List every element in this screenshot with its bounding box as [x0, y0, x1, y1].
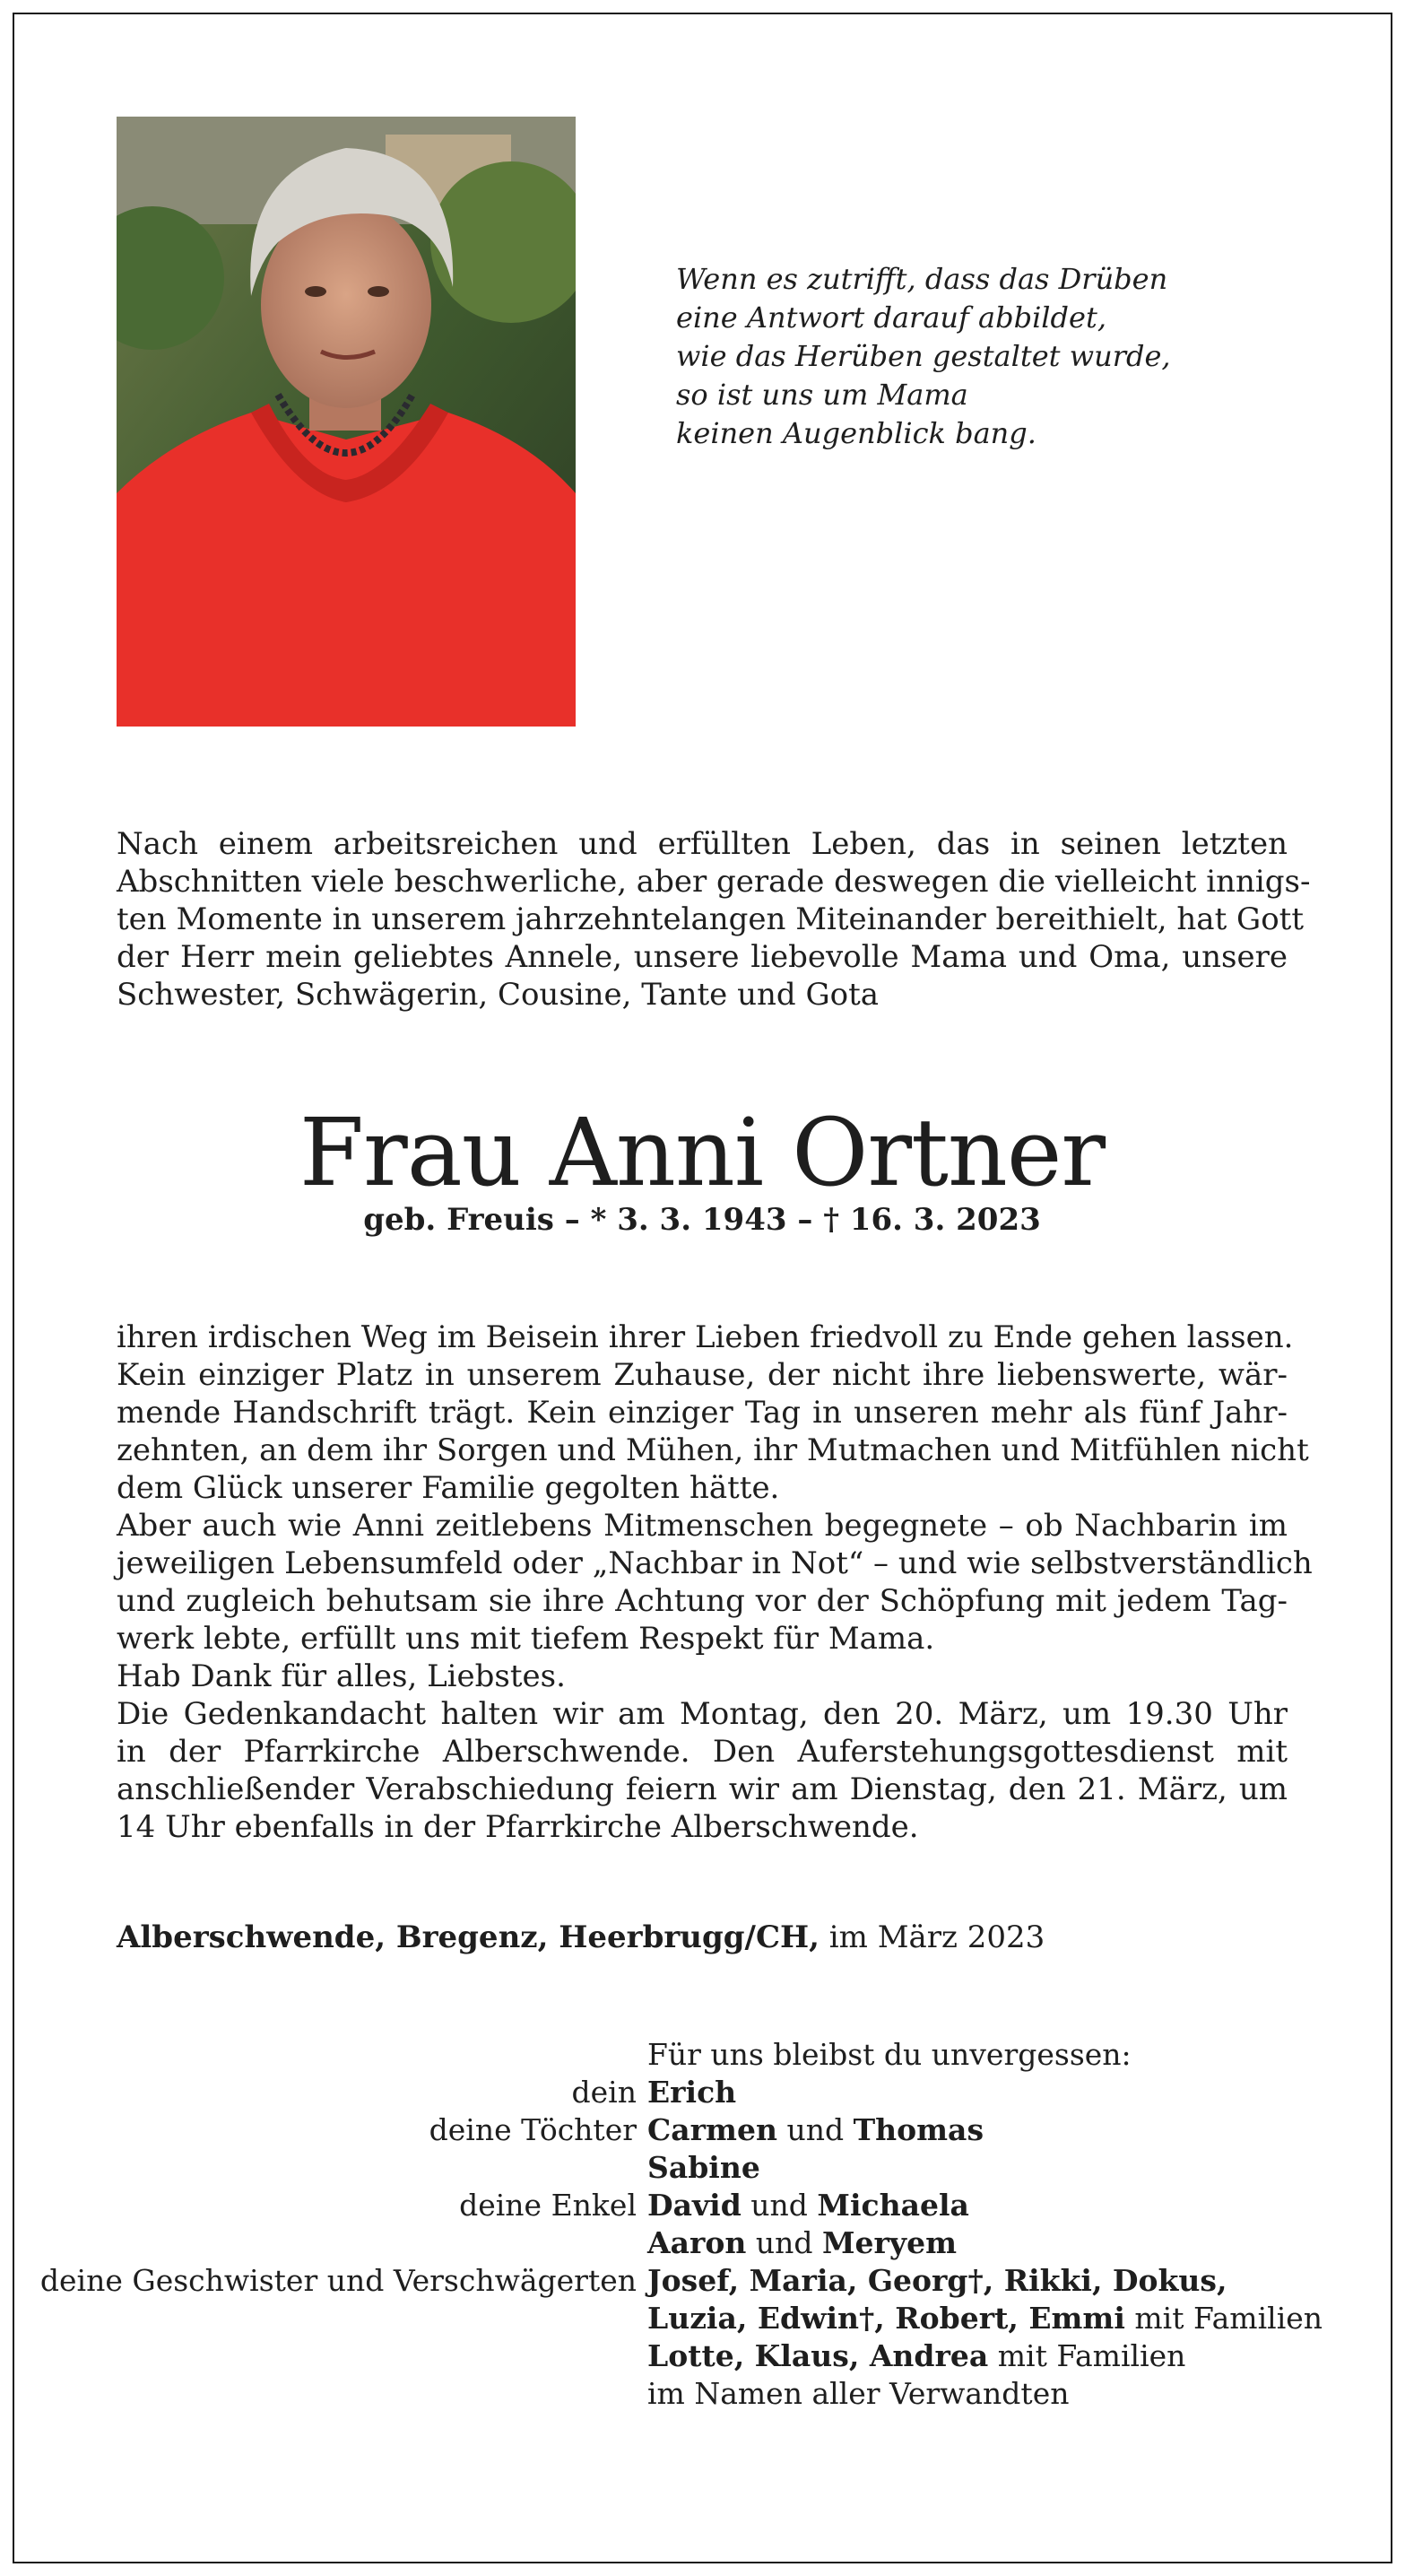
body-line: jeweiligen Lebensumfeld oder „Nachbar in Not“ – und wie selbstverständlich: [117, 1545, 1313, 1581]
places: Alberschwende, Bregenz, Heerbrugg/CH,: [117, 1919, 820, 1955]
family-line: [647, 2262, 1323, 2300]
family-text: und: [741, 2188, 818, 2223]
intro-line: Schwester, Schwägerin, Cousine, Tante und Gota: [117, 977, 880, 1013]
family-member-name: Erich: [647, 2075, 737, 2110]
family-line: [647, 2074, 1323, 2111]
family-member-name: Lotte, Klaus, Andrea: [647, 2338, 989, 2373]
family-line: [647, 2224, 1323, 2262]
family-member-name: Josef, Maria, Georg†, Rikki, Dokus,: [647, 2263, 1227, 2298]
family-text: mit Familien: [1124, 2301, 1323, 2336]
poem-line: so ist uns um Mama: [676, 378, 968, 412]
family-member-name: Michaela: [817, 2188, 969, 2223]
body-line: und zugleich behutsam sie ihre Achtung vor der Schöpfung mit jedem Tag-: [117, 1583, 1288, 1619]
place-date-line: [117, 1919, 1045, 1955]
relation-label: [40, 2337, 637, 2375]
spacer: [40, 2036, 637, 2074]
relation-label: dein: [571, 2075, 637, 2110]
family-line: [647, 2300, 1323, 2337]
body-line: anschließender Verabschiedung feiern wir am Dienstag, den 21. März, um: [117, 1771, 1288, 1807]
poem-line: wie das Herüben gestaltet wurde,: [676, 339, 1171, 373]
body-line: werk lebte, erfüllt uns mit tiefem Respekt für Mama.: [117, 1621, 935, 1657]
family-member-name: Thomas: [853, 2112, 984, 2147]
closing-line: Für uns bleibst du unvergessen:: [647, 2037, 1132, 2072]
body-line: Kein einziger Platz in unserem Zuhause, der nicht ihre liebenswerte, wär-: [117, 1357, 1288, 1393]
birth-death-dates: geb. Freuis – * 3. 3. 1943 – † 16. 3. 2023: [363, 1202, 1041, 1238]
family-member-name: Meryem: [822, 2225, 958, 2260]
intro-line: Abschnitten viele beschwerliche, aber gerade deswegen die vielleicht innigs-: [117, 864, 1311, 900]
family-member-name: Sabine: [647, 2150, 760, 2185]
family-names: [647, 2036, 1323, 2411]
relation-label: [40, 2375, 637, 2413]
family-text: mit Familien: [988, 2338, 1186, 2373]
family-member-name: David: [647, 2188, 742, 2223]
body-line: Die Gedenkandacht halten wir am Montag, den 20. März, um 19.30 Uhr: [117, 1696, 1288, 1732]
intro-line: der Herr mein geliebtes Annele, unsere liebevolle Mama und Oma, unsere: [117, 939, 1288, 975]
family-member-name: Luzia, Edwin†, Robert, Emmi: [647, 2301, 1125, 2336]
family-member-name: Aaron: [647, 2225, 747, 2260]
family-line: [647, 2187, 1323, 2224]
body-line: zehnten, an dem ihr Sorgen und Mühen, ihr Mutmachen und Mitfühlen nicht: [117, 1432, 1309, 1468]
family-line: [647, 2149, 1323, 2187]
family-text: und: [746, 2225, 823, 2260]
family-text: im Namen aller Verwandten: [647, 2376, 1070, 2411]
family-line: [647, 2375, 1323, 2413]
body-line: Aber auch wie Anni zeitlebens Mitmenschen begegnete – ob Nachbarin im: [117, 1508, 1288, 1544]
portrait-photo: [117, 117, 576, 727]
family-line: [647, 2111, 1323, 2149]
body-line: mende Handschrift trägt. Kein einziger Tag in unseren mehr als fünf Jahr-: [117, 1395, 1288, 1431]
relation-label: deine Töchter: [429, 2112, 637, 2147]
poem-line: keinen Augenblick bang.: [676, 416, 1036, 450]
month-year: im März 2023: [828, 1919, 1045, 1955]
intro-paragraph: [117, 825, 1311, 1014]
relation-label: [40, 2300, 637, 2337]
deceased-name: Frau Anni Ortner: [299, 1098, 1106, 1207]
relation-label: [40, 2224, 637, 2262]
body-paragraph: [117, 1318, 1313, 1846]
intro-line: Nach einem arbeitsreichen und erfüllten Leben, das in seinen letzten: [117, 826, 1288, 862]
body-line: 14 Uhr ebenfalls in der Pfarrkirche Alberschwende.: [117, 1809, 919, 1845]
body-line: ihren irdischen Weg im Beisein ihrer Lieben friedvoll zu Ende gehen lassen.: [117, 1319, 1294, 1355]
family-line: [647, 2337, 1323, 2375]
relation-label: deine Enkel: [459, 2188, 637, 2223]
body-line: dem Glück unserer Familie gegolten hätte.: [117, 1470, 780, 1506]
relation-label: deine Geschwister und Verschwägerten: [39, 2263, 637, 2298]
family-member-name: Carmen: [647, 2112, 777, 2147]
body-line: in der Pfarrkirche Alberschwende. Den Auferstehungsgottesdienst mit: [117, 1734, 1288, 1770]
relation-label: [40, 2149, 637, 2187]
family-text: und: [776, 2112, 854, 2147]
poem-line: eine Antwort darauf abbildet,: [676, 300, 1106, 335]
poem-quote: [676, 260, 1171, 453]
poem-line: Wenn es zutrifft, dass das Drüben: [676, 262, 1168, 296]
body-line: Hab Dank für alles, Liebstes.: [117, 1658, 566, 1694]
family-relations: [40, 2036, 637, 2413]
intro-line: ten Momente in unserem jahrzehntelangen Miteinander bereithielt, hat Gott: [117, 901, 1304, 937]
